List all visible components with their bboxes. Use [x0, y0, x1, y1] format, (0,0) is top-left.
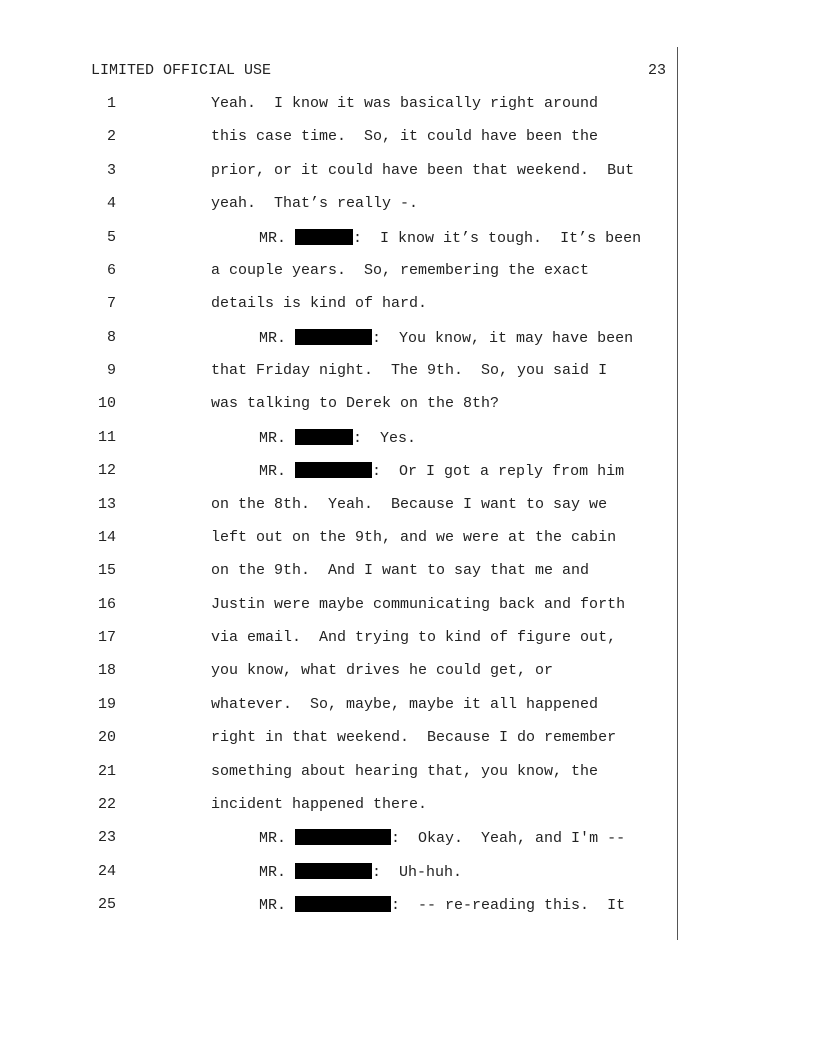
speaker-title: MR. — [259, 463, 287, 480]
line-number: 3 — [106, 162, 116, 179]
line-text: that Friday night. The 9th. So, you said I — [211, 362, 608, 379]
redaction-box — [295, 829, 391, 845]
line-number: 1 — [106, 95, 116, 112]
speaker-title: MR. — [259, 864, 287, 881]
transcript-line — [0, 529, 676, 549]
line-number: 16 — [97, 596, 116, 613]
line-number: 19 — [97, 696, 116, 713]
line-number: 22 — [97, 796, 116, 813]
line-number: 24 — [97, 863, 116, 880]
speaker-title: MR. — [259, 330, 287, 347]
transcript-line — [0, 763, 676, 783]
line-text: details is kind of hard. — [211, 295, 428, 312]
line-number: 5 — [106, 229, 116, 246]
speaker-line — [259, 863, 462, 882]
transcript-line — [0, 696, 676, 716]
line-number: 9 — [106, 362, 116, 379]
speaker-title: MR. — [259, 230, 287, 247]
line-text: whatever. So, maybe, maybe it all happened — [211, 696, 599, 713]
transcript-line — [0, 229, 676, 249]
line-text: a couple years. So, remembering the exact — [211, 262, 590, 279]
transcript-line — [0, 496, 676, 516]
line-text: you know, what drives he could get, or — [211, 662, 554, 679]
speaker-line — [259, 429, 416, 448]
transcript-line — [0, 429, 676, 449]
redaction-box — [295, 429, 353, 445]
transcript-line — [0, 896, 676, 916]
transcript-line — [0, 729, 676, 749]
line-number: 11 — [97, 429, 116, 446]
redaction-box — [295, 462, 372, 478]
line-number: 4 — [106, 195, 116, 212]
line-number: 13 — [97, 496, 116, 513]
line-text: right in that weekend. Because I do remember — [211, 729, 617, 746]
speaker-title: MR. — [259, 830, 287, 847]
transcript-line — [0, 162, 676, 182]
transcript-line — [0, 863, 676, 883]
spoken-text: : Or I got a reply from him — [372, 463, 625, 480]
transcript-line — [0, 796, 676, 816]
transcript-line — [0, 262, 676, 282]
line-number: 20 — [97, 729, 116, 746]
line-number: 8 — [106, 329, 116, 346]
transcript-line — [0, 295, 676, 315]
line-number: 17 — [97, 629, 116, 646]
line-number: 7 — [106, 295, 116, 312]
classification-header: LIMITED OFFICIAL USE — [91, 62, 272, 79]
line-text: incident happened there. — [211, 796, 428, 813]
line-number: 21 — [97, 763, 116, 780]
page-number: 23 — [648, 62, 667, 79]
line-text: on the 9th. And I want to say that me and — [211, 562, 590, 579]
line-text: was talking to Derek on the 8th? — [211, 395, 500, 412]
redaction-box — [295, 229, 353, 245]
spoken-text: : -- re-reading this. It — [391, 897, 626, 914]
line-number: 12 — [97, 462, 116, 479]
line-number: 23 — [97, 829, 116, 846]
transcript-line — [0, 329, 676, 349]
redaction-box — [295, 863, 372, 879]
line-number: 2 — [106, 128, 116, 145]
transcript-line — [0, 195, 676, 215]
line-text: via email. And trying to kind of figure out, — [211, 629, 617, 646]
transcript-line — [0, 829, 676, 849]
transcript-line — [0, 95, 676, 115]
spoken-text: : Yes. — [353, 430, 417, 447]
margin-rule — [677, 47, 678, 940]
transcript-line — [0, 662, 676, 682]
speaker-line — [259, 462, 624, 481]
transcript-line — [0, 562, 676, 582]
line-number: 6 — [106, 262, 116, 279]
speaker-title: MR. — [259, 430, 287, 447]
speaker-line — [259, 229, 641, 248]
line-text: on the 8th. Yeah. Because I want to say we — [211, 496, 608, 513]
redaction-box — [295, 896, 391, 912]
line-text: Yeah. I know it was basically right around — [211, 95, 599, 112]
line-text: Justin were maybe communicating back and forth — [211, 596, 626, 613]
transcript-line — [0, 128, 676, 148]
transcript-line — [0, 362, 676, 382]
transcript-line — [0, 596, 676, 616]
line-text: left out on the 9th, and we were at the cabin — [211, 529, 617, 546]
redaction-box — [295, 329, 372, 345]
speaker-title: MR. — [259, 897, 287, 914]
line-text: something about hearing that, you know, the — [211, 763, 599, 780]
speaker-line — [259, 896, 625, 915]
spoken-text: : Okay. Yeah, and I'm -- — [391, 830, 626, 847]
transcript-line — [0, 629, 676, 649]
line-text: prior, or it could have been that weekend. But — [211, 162, 635, 179]
spoken-text: : I know it’s tough. It’s been — [353, 230, 642, 247]
line-text: this case time. So, it could have been the — [211, 128, 599, 145]
line-number: 10 — [97, 395, 116, 412]
line-number: 14 — [97, 529, 116, 546]
spoken-text: : Uh-huh. — [372, 864, 463, 881]
line-number: 18 — [97, 662, 116, 679]
transcript-line — [0, 395, 676, 415]
speaker-line — [259, 829, 625, 848]
line-number: 15 — [97, 562, 116, 579]
spoken-text: : You know, it may have been — [372, 330, 634, 347]
line-number: 25 — [97, 896, 116, 913]
speaker-line — [259, 329, 633, 348]
transcript-line — [0, 462, 676, 482]
line-text: yeah. That’s really -. — [211, 195, 419, 212]
